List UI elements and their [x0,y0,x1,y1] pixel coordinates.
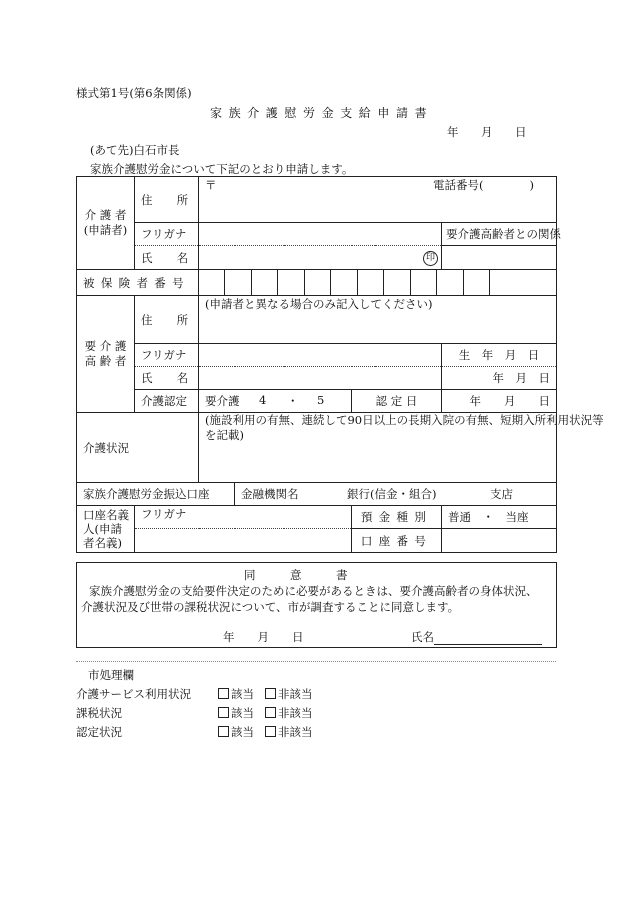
consent-box [76,562,557,648]
check-applicable[interactable]: 該当 [218,724,254,740]
consent-line-2: 介護状況及び世帯の課税状況について、市が調査することに同意します。 [81,600,460,614]
consent-date[interactable]: 年 月 日 [223,630,304,644]
institution-label: 金融機関名 [241,487,299,501]
date-day: 日 [515,125,527,139]
elderly-address-field[interactable] [199,296,557,344]
checkbox-icon[interactable] [218,688,229,699]
checkbox-icon[interactable] [265,707,276,718]
date-year: 年 [447,125,459,139]
intro-text: 家族介護慰労金について下記のとおり申請します。 [90,162,354,176]
signature-line[interactable] [434,631,542,645]
bank-institution-field[interactable] [235,483,557,506]
deposit-type-label: 預金種別 [352,506,442,529]
care-level-field[interactable] [199,390,352,413]
applicant-address-field[interactable] [199,177,557,223]
relation-field[interactable] [442,246,557,270]
care-status-note-2: を記載) [205,428,244,442]
consent-name-label: 氏名 [411,630,434,644]
addressee: (あて先)白石市長 [90,143,180,157]
consent-line-1: 家族介護慰労金の支給要件決定のために必要があるときは、要介護高齢者の身体状況、 [89,584,538,598]
consent-title: 同 意 書 [244,568,348,582]
care-status-label: 介護状況 [77,413,199,483]
check-not-applicable[interactable]: 非該当 [265,686,313,702]
form-number: 様式第1号(第6条関係) [76,86,192,100]
applicant-name-label: 氏 名 [135,246,199,270]
holder-furigana-label: フリガナ [141,507,187,521]
check-not-applicable[interactable]: 非該当 [265,724,313,740]
applicant-section-label: 介 護 者 (申請者) [77,177,135,270]
check-applicable[interactable]: 該当 [218,705,254,721]
elderly-name-label: 氏 名 [135,367,199,390]
date-month: 月 [481,125,493,139]
elderly-furigana-label: フリガナ [135,344,199,367]
care-cert-label: 介護認定 [135,390,199,413]
birth-date-label: 生 年 月 日 [442,344,557,367]
cert-date-label: 認 定 日 [352,390,442,413]
application-table [76,176,604,553]
care-status-note-1: (施設利用の有無、連続して90日以上の長期入院の有無、短期入所利用状況等 [205,413,604,427]
holder-name-field[interactable] [135,529,352,553]
city-row-label: 認定状況 [76,725,122,739]
care-level-5[interactable]: 5 [317,393,325,407]
deposit-type-field[interactable]: 普通 ・ 当座 [442,506,557,529]
relation-label: 要介護高齢者との関係 [442,223,557,246]
phone-label: 電話番号( ) [433,178,534,192]
account-holder-label: 口座名義 人(申請 者名義) [77,506,135,553]
applicant-furigana-field[interactable] [199,223,442,246]
care-level-label: 要介護 [205,394,240,408]
elderly-name-field[interactable] [199,367,442,390]
elderly-address-note: (申請者と異なる場合のみ記入してください) [205,297,433,311]
care-status-field[interactable] [199,413,604,483]
insured-number-field[interactable] [199,270,557,296]
care-level-dot: ・ [287,394,299,408]
branch-label: 支店 [490,487,513,501]
consent-signature[interactable] [411,629,542,645]
check-not-applicable[interactable]: 非該当 [265,705,313,721]
applicant-name-field[interactable] [199,246,442,270]
account-number-field[interactable] [442,529,557,553]
checkbox-icon[interactable] [218,726,229,737]
elderly-address-label: 住 所 [135,296,199,344]
elderly-section-label: 要 介 護 高 齢 者 [77,296,135,413]
birth-date-field[interactable]: 年 月 日 [442,367,557,390]
elderly-furigana-field[interactable] [199,344,442,367]
account-number-label: 口座番号 [352,529,442,553]
seal-icon: 印 [423,251,438,266]
checkbox-icon[interactable] [265,726,276,737]
checkbox-icon[interactable] [218,707,229,718]
postal-mark: 〒 [205,178,217,192]
account-label: 家族介護慰労金振込口座 [77,483,235,506]
care-level-4[interactable]: 4 [259,393,267,407]
city-use-title: 市処理欄 [88,668,134,682]
insured-number-label: 被保険者番号 [77,270,199,296]
check-applicable[interactable]: 該当 [218,686,254,702]
checkbox-icon[interactable] [265,688,276,699]
city-row-label: 介護サービス利用状況 [76,687,191,701]
divider [76,661,556,662]
holder-furigana-field[interactable] [135,506,352,529]
form-title: 家族介護慰労金支給申請書 [210,106,434,120]
bank-type: 銀行(信金・組合) [347,487,437,501]
city-row-label: 課税状況 [76,706,122,720]
cert-date-field[interactable]: 年 月 日 [442,390,557,413]
applicant-furigana-label: フリガナ [135,223,199,246]
applicant-address-label: 住 所 [135,177,199,223]
